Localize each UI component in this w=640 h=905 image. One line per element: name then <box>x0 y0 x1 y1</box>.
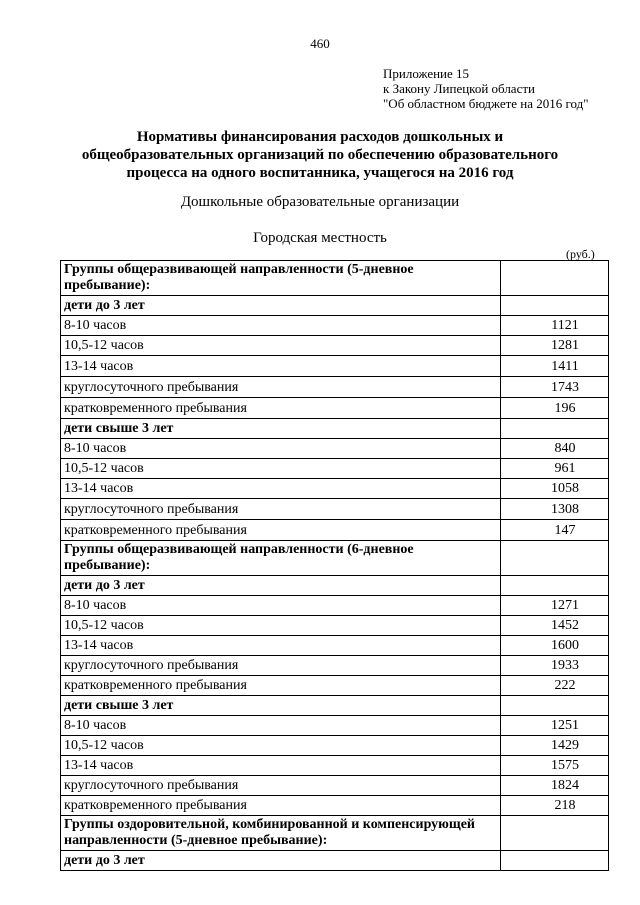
row-value <box>501 816 609 851</box>
table-row <box>61 736 609 756</box>
table-row <box>61 596 609 616</box>
row-value: 1251 <box>501 716 609 736</box>
row-label: 10,5-12 часов <box>61 336 501 356</box>
norms-table <box>60 260 609 871</box>
row-label: кратковременного пребывания <box>61 676 501 696</box>
table-row <box>61 796 609 816</box>
row-value <box>501 541 609 576</box>
row-label: дети до 3 лет <box>61 851 501 871</box>
table-group-header-row <box>61 816 609 851</box>
row-label: круглосуточного пребывания <box>61 776 501 796</box>
row-value: 1575 <box>501 756 609 776</box>
row-value <box>501 696 609 716</box>
row-label: круглосуточного пребывания <box>61 377 501 398</box>
table-row <box>61 356 609 377</box>
table-row <box>61 439 609 459</box>
row-value <box>501 851 609 871</box>
unit-label: (руб.) <box>566 247 595 261</box>
row-label: дети до 3 лет <box>61 576 501 596</box>
row-value: 1743 <box>501 377 609 398</box>
table-row <box>61 459 609 479</box>
row-label: 10,5-12 часов <box>61 616 501 636</box>
row-label: 8-10 часов <box>61 316 501 336</box>
table-age-subheader-row <box>61 851 609 871</box>
table-row <box>61 336 609 356</box>
table-group-header-row <box>61 261 609 296</box>
annex-line-3: "Об областном бюджете на 2016 год" <box>383 96 589 111</box>
row-value: 222 <box>501 676 609 696</box>
table-age-subheader-row <box>61 419 609 439</box>
row-value: 1411 <box>501 356 609 377</box>
title-line-1: Нормативы финансирования расходов дошкольных и <box>136 129 504 145</box>
row-value: 1121 <box>501 316 609 336</box>
annex-line-1: Приложение 15 <box>383 66 470 81</box>
table-row <box>61 636 609 656</box>
row-value: 218 <box>501 796 609 816</box>
row-label: круглосуточного пребывания <box>61 499 501 520</box>
row-value <box>501 576 609 596</box>
table-row <box>61 756 609 776</box>
table-row <box>61 499 609 520</box>
title-line-2: общеобразовательных организаций по обеспечению образовательного <box>81 147 559 163</box>
document-title <box>40 128 600 182</box>
table-row <box>61 520 609 541</box>
row-label: 8-10 часов <box>61 716 501 736</box>
row-label: Группы общеразвивающей направленности (5-дневное пребывание): <box>61 261 501 296</box>
table-row <box>61 398 609 419</box>
table-group-header-row <box>61 541 609 576</box>
row-value: 196 <box>501 398 609 419</box>
row-value: 1058 <box>501 479 609 499</box>
table-age-subheader-row <box>61 576 609 596</box>
row-value: 1824 <box>501 776 609 796</box>
area-title: Городская местность <box>253 230 387 246</box>
table-age-subheader-row <box>61 696 609 716</box>
table-row <box>61 716 609 736</box>
row-value <box>501 419 609 439</box>
table-row <box>61 377 609 398</box>
row-label: 13-14 часов <box>61 636 501 656</box>
row-value <box>501 296 609 316</box>
row-value: 1429 <box>501 736 609 756</box>
row-label: дети до 3 лет <box>61 296 501 316</box>
row-label: кратковременного пребывания <box>61 398 501 419</box>
row-label: 13-14 часов <box>61 356 501 377</box>
annex-line-2: к Закону Липецкой области <box>383 81 535 96</box>
page-number: 460 <box>310 36 330 51</box>
row-value: 1308 <box>501 499 609 520</box>
row-value: 840 <box>501 439 609 459</box>
row-label: кратковременного пребывания <box>61 520 501 541</box>
row-label: круглосуточного пребывания <box>61 656 501 676</box>
row-label: дети свыше 3 лет <box>61 419 501 439</box>
row-label: 8-10 часов <box>61 596 501 616</box>
row-value <box>501 261 609 296</box>
row-label: Группы общеразвивающей направленности (6-дневное пребывание): <box>61 541 501 576</box>
row-value: 147 <box>501 520 609 541</box>
annex-note <box>383 66 589 111</box>
table-row <box>61 656 609 676</box>
row-value: 1281 <box>501 336 609 356</box>
row-label: 13-14 часов <box>61 756 501 776</box>
section-title: Дошкольные образовательные организации <box>180 194 460 210</box>
table-row <box>61 316 609 336</box>
row-label: 10,5-12 часов <box>61 459 501 479</box>
table-row <box>61 616 609 636</box>
row-label: 8-10 часов <box>61 439 501 459</box>
table-row <box>61 479 609 499</box>
row-value: 1933 <box>501 656 609 676</box>
row-value: 1600 <box>501 636 609 656</box>
row-label: дети свыше 3 лет <box>61 696 501 716</box>
row-value: 961 <box>501 459 609 479</box>
table-row <box>61 776 609 796</box>
table-row <box>61 676 609 696</box>
row-label: Группы оздоровительной, комбинированной и компенсирующей направленности (5-дневное пребывание): <box>61 816 501 851</box>
row-label: 10,5-12 часов <box>61 736 501 756</box>
row-value: 1271 <box>501 596 609 616</box>
norms-table-body <box>61 261 609 871</box>
row-label: кратковременного пребывания <box>61 796 501 816</box>
title-line-3: процесса на одного воспитанника, учащегося на 2016 год <box>126 165 514 181</box>
row-label: 13-14 часов <box>61 479 501 499</box>
row-value: 1452 <box>501 616 609 636</box>
table-age-subheader-row <box>61 296 609 316</box>
